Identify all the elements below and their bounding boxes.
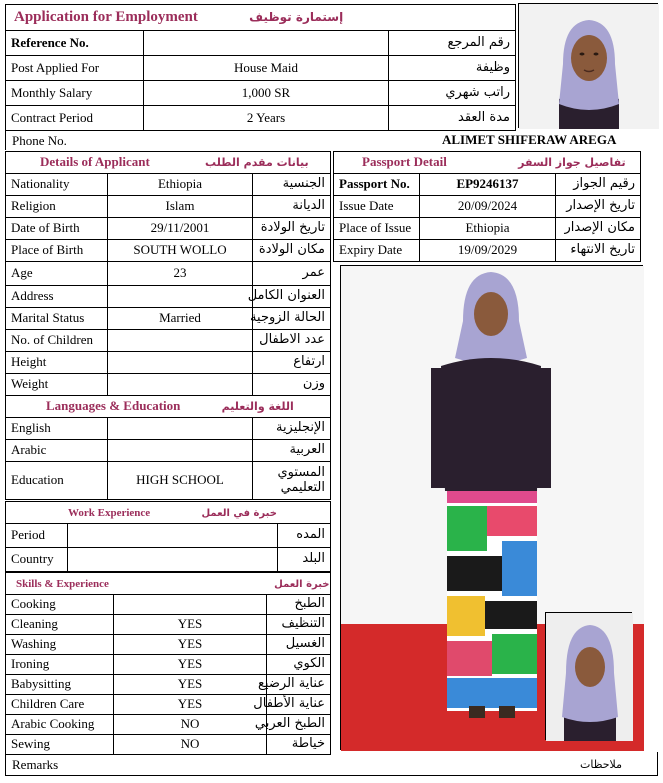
passport-label: Passport No. <box>334 174 420 196</box>
contract-row <box>6 106 516 131</box>
detail-label: Nationality <box>6 174 108 196</box>
skill-label-ar: خياطة <box>267 735 331 755</box>
form-title-en: Application for Employment <box>14 9 198 26</box>
details-row <box>6 240 331 262</box>
detail-label-ar: عمر <box>253 262 331 286</box>
reference-row <box>6 31 516 56</box>
work-title-en: Work Experience <box>68 507 151 520</box>
detail-label-ar: الجنسية <box>253 174 331 196</box>
work-label: Country <box>6 548 68 572</box>
skills-title-ar: خبرة العمل <box>274 579 330 591</box>
detail-label-ar: الحالة الزوجية <box>253 308 331 330</box>
work-value <box>68 524 278 548</box>
details-title-ar: بيانات مقدم الطلب <box>205 156 309 170</box>
skill-label: Sewing <box>6 735 114 755</box>
post-label-ar: وظيفة <box>389 56 516 81</box>
details-row <box>6 352 331 374</box>
languages-title-ar: اللغة والتعليم <box>221 400 294 414</box>
contract-value: 2 Years <box>144 106 389 131</box>
details-row <box>6 196 331 218</box>
details-row <box>6 174 331 196</box>
passport-title-en: Passport Detail <box>362 154 447 170</box>
skill-label: Ironing <box>6 655 114 675</box>
details-row <box>6 262 331 286</box>
skills-table <box>5 572 331 755</box>
remarks-label: Remarks <box>12 757 59 772</box>
reference-label-ar: رقم المرجع <box>389 31 516 56</box>
detail-label-ar: تاريخ الولادة <box>253 218 331 240</box>
skill-label-ar: الطبخ <box>267 595 331 615</box>
passport-table <box>333 151 641 262</box>
top-info-table <box>5 4 516 131</box>
passport-label: Issue Date <box>334 196 420 218</box>
details-title-en: Details of Applicant <box>40 154 150 170</box>
skill-label-ar: الغسيل <box>267 635 331 655</box>
skill-row <box>6 655 331 675</box>
post-value: House Maid <box>144 56 389 81</box>
skill-row <box>6 695 331 715</box>
detail-label: Height <box>6 352 108 374</box>
skill-value: YES <box>114 635 267 655</box>
detail-label-ar: ارتفاع <box>253 352 331 374</box>
contract-label-ar: مدة العقد <box>389 106 516 131</box>
inset-headshot-photo <box>545 612 632 740</box>
detail-label: Address <box>6 286 108 308</box>
details-table <box>5 151 331 500</box>
passport-title-ar: تفاصيل جواز السفر <box>518 156 626 170</box>
headshot-photo <box>518 3 658 128</box>
details-row <box>6 286 331 308</box>
work-row <box>6 548 331 572</box>
detail-label: Marital Status <box>6 308 108 330</box>
passport-number-value: EP9246137 <box>420 174 556 196</box>
skill-row <box>6 675 331 695</box>
education-label-ar: المستوي التعليمي <box>253 462 331 500</box>
detail-label: Date of Birth <box>6 218 108 240</box>
passport-label: Place of Issue <box>334 218 420 240</box>
post-label: Post Applied For <box>6 56 144 81</box>
passport-title-row <box>334 152 641 174</box>
work-value <box>68 548 278 572</box>
passport-label-ar: رقيم الجواز <box>556 174 641 196</box>
skill-value: YES <box>114 695 267 715</box>
passport-row <box>334 218 641 240</box>
passport-value: 19/09/2029 <box>420 240 556 262</box>
details-row <box>6 330 331 352</box>
passport-label-ar: مكان الإصدار <box>556 218 641 240</box>
language-label-ar: العربية <box>253 440 331 462</box>
work-row <box>6 524 331 548</box>
skill-label-ar: الطبخ العربي <box>267 715 331 735</box>
form-title-ar: إستمارة توظيف <box>249 10 344 25</box>
details-row <box>6 308 331 330</box>
contract-label: Contract Period <box>6 106 144 131</box>
work-title-ar: خبرة في العمل <box>201 508 277 520</box>
detail-label-ar: عدد الاطفال <box>253 330 331 352</box>
reference-label: Reference No. <box>6 31 144 56</box>
detail-label: Age <box>6 262 108 286</box>
skill-row <box>6 715 331 735</box>
language-label: English <box>6 418 108 440</box>
skill-label: Babysitting <box>6 675 114 695</box>
salary-label-ar: راتب شهري <box>389 81 516 106</box>
inset-headshot-illustration <box>546 613 633 741</box>
detail-label-ar: مكان الولادة <box>253 240 331 262</box>
salary-value: 1,000 SR <box>144 81 389 106</box>
work-label-ar: المده <box>278 524 331 548</box>
skill-value <box>114 595 267 615</box>
details-row <box>6 218 331 240</box>
passport-label-ar: تاريخ الانتهاء <box>556 240 641 262</box>
skill-value: YES <box>114 675 267 695</box>
details-title-row <box>6 152 331 174</box>
skill-label: Cooking <box>6 595 114 615</box>
passport-row <box>334 174 641 196</box>
skills-title-en: Skills & Experience <box>16 578 109 591</box>
passport-label: Expiry Date <box>334 240 420 262</box>
passport-row <box>334 240 641 262</box>
reference-value <box>144 31 389 56</box>
work-experience-table <box>5 501 331 572</box>
applicant-name: ALIMET SHIFERAW AREGA <box>442 132 617 147</box>
remarks-label-ar: ملاحظات <box>580 758 622 771</box>
work-title-row <box>6 502 331 524</box>
detail-value: Married <box>108 308 253 330</box>
detail-value <box>108 286 253 308</box>
detail-value: SOUTH WOLLO <box>108 240 253 262</box>
languages-title-en: Languages & Education <box>46 398 181 414</box>
detail-value <box>108 352 253 374</box>
detail-label: Weight <box>6 374 108 396</box>
skill-value: YES <box>114 655 267 675</box>
remarks-row <box>5 752 658 776</box>
detail-label: Religion <box>6 196 108 218</box>
detail-label-ar: العنوان الكامل <box>253 286 331 308</box>
education-value: HIGH SCHOOL <box>108 462 253 500</box>
languages-title-row <box>6 396 331 418</box>
detail-value <box>108 374 253 396</box>
detail-value: Islam <box>108 196 253 218</box>
skill-label: Arabic Cooking <box>6 715 114 735</box>
detail-label: Place of Birth <box>6 240 108 262</box>
detail-label-ar: وزن <box>253 374 331 396</box>
headshot-illustration <box>519 4 659 129</box>
skill-label: Children Care <box>6 695 114 715</box>
passport-value: 20/09/2024 <box>420 196 556 218</box>
language-row <box>6 418 331 440</box>
skill-value: NO <box>114 715 267 735</box>
education-row <box>6 462 331 500</box>
language-value <box>108 418 253 440</box>
detail-value: 29/11/2001 <box>108 218 253 240</box>
details-row <box>6 374 331 396</box>
skill-label: Cleaning <box>6 615 114 635</box>
skills-title-row <box>6 573 331 595</box>
detail-value: 23 <box>108 262 253 286</box>
skill-label-ar: عناية الرضيع <box>267 675 331 695</box>
skill-row <box>6 635 331 655</box>
language-row <box>6 440 331 462</box>
post-row <box>6 56 516 81</box>
form-title-row <box>6 5 516 31</box>
work-label-ar: البلد <box>278 548 331 572</box>
detail-value: Ethiopia <box>108 174 253 196</box>
work-label: Period <box>6 524 68 548</box>
salary-label: Monthly Salary <box>6 81 144 106</box>
language-label-ar: الإنجليزية <box>253 418 331 440</box>
language-value <box>108 440 253 462</box>
passport-row <box>334 196 641 218</box>
education-label: Education <box>6 462 108 500</box>
salary-row <box>6 81 516 106</box>
skill-label-ar: الكوي <box>267 655 331 675</box>
detail-value <box>108 330 253 352</box>
detail-label: No. of Children <box>6 330 108 352</box>
skill-label-ar: عناية الأطفال <box>267 695 331 715</box>
phone-label: Phone No. <box>12 133 67 148</box>
detail-label-ar: الديانة <box>253 196 331 218</box>
skill-label-ar: التنظيف <box>267 615 331 635</box>
skill-row <box>6 615 331 635</box>
skill-value: NO <box>114 735 267 755</box>
passport-value: Ethiopia <box>420 218 556 240</box>
skill-value: YES <box>114 615 267 635</box>
skill-row <box>6 595 331 615</box>
language-label: Arabic <box>6 440 108 462</box>
passport-label-ar: تاريخ الإصدار <box>556 196 641 218</box>
skill-label: Washing <box>6 635 114 655</box>
